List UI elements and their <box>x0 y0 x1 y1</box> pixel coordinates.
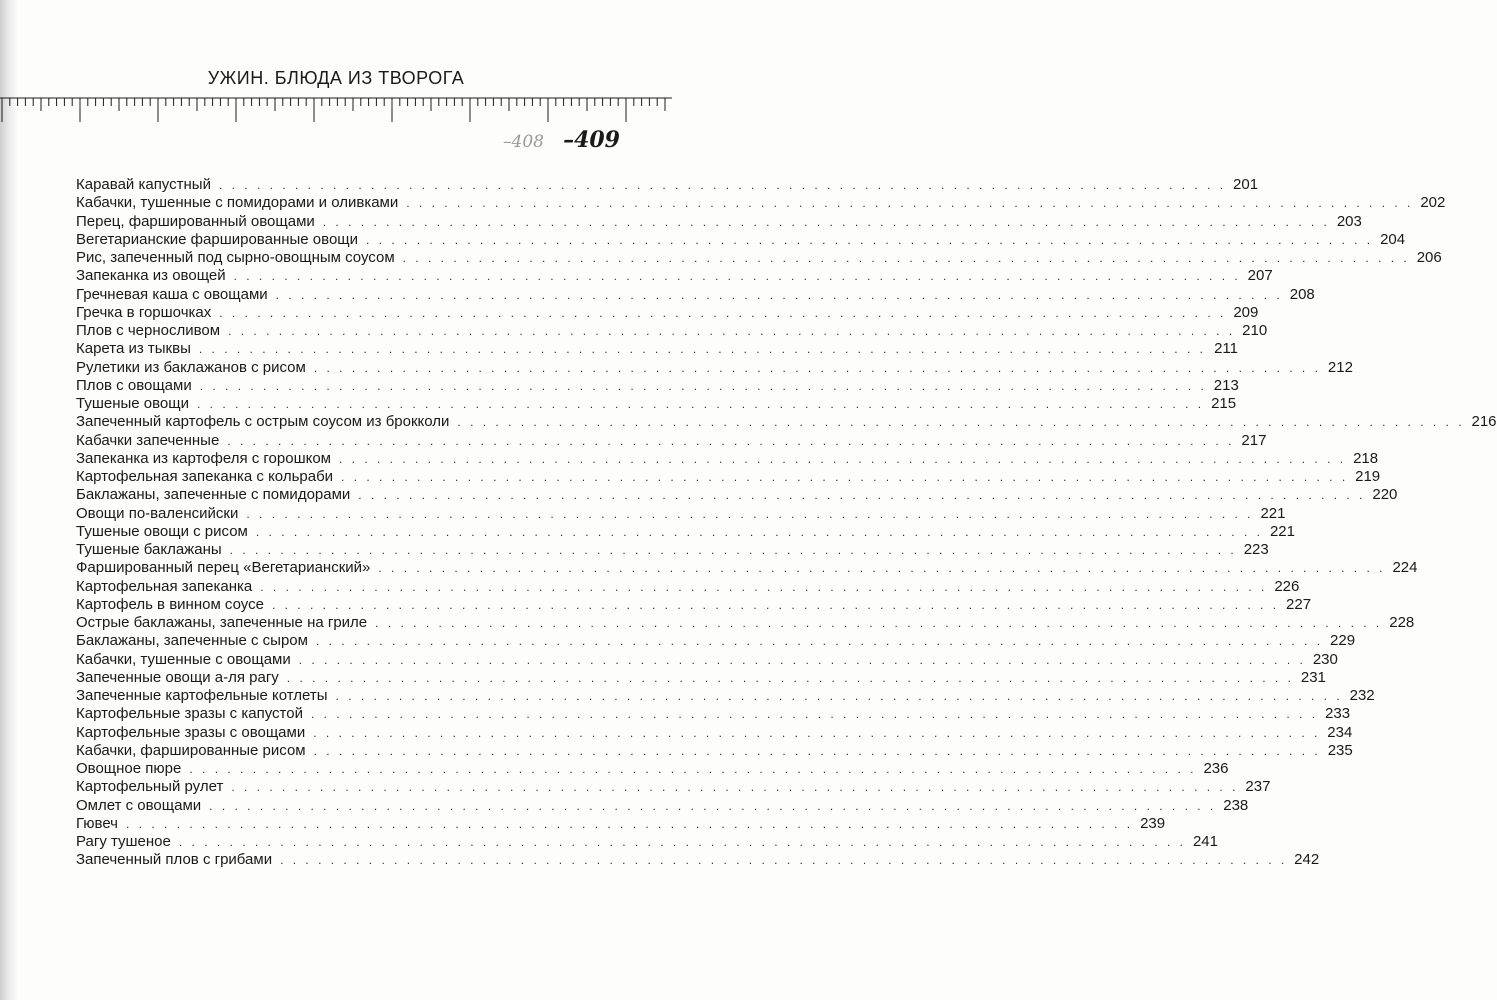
toc-entry-page-number: 201 <box>1233 176 1259 193</box>
previous-page-number: –408 <box>503 132 544 152</box>
toc-entry-page-number: 235 <box>1327 741 1353 759</box>
toc-entry <box>76 303 1259 322</box>
toc-entry-page-number: 202 <box>1420 194 1446 212</box>
toc-entry-title: Овощи по-валенсийски <box>76 504 239 522</box>
toc-dot-leader: . . . . . . . . . . . . . . . . . . . . . . . . . . . . . . . . . . . . . . . . . . . . . . . . . . . . . . . . . . . . . . . . . . . . . . . . . . . . . . . . <box>457 415 1465 430</box>
toc-entry-title: Запеченные картофельные котлеты <box>76 687 328 704</box>
toc-entry-page-number: 218 <box>1353 449 1379 467</box>
toc-entry <box>76 322 1268 340</box>
current-page-number: –409 <box>563 127 620 153</box>
toc-dot-leader: . . . . . . . . . . . . . . . . . . . . . . . . . . . . . . . . . . . . . . . . . . . . . . . . . . . . . . . . . . . . . . . . . . . . . . . . . . . . . . . . <box>271 597 1280 612</box>
toc-entry-page-number: 219 <box>1355 468 1381 485</box>
toc-entry-page-number: 231 <box>1300 668 1326 686</box>
toc-entry-page-number: 223 <box>1243 541 1269 558</box>
toc-entry-page-number: 230 <box>1312 650 1338 668</box>
toc-dot-leader: . . . . . . . . . . . . . . . . . . . . . . . . . . . . . . . . . . . . . . . . . . . . . . . . . . . . . . . . . . . . . . . . . . . . . . . . . . . . . . . . <box>189 762 1197 776</box>
toc-dot-leader: . . . . . . . . . . . . . . . . . . . . . . . . . . . . . . . . . . . . . . . . . . . . . . . . . . . . . . . . . . . . . . . . . . . . . . . . . . . . . . . . <box>178 835 1186 849</box>
toc-entry <box>76 431 1267 450</box>
toc-dot-leader: . . . . . . . . . . . . . . . . . . . . . . . . . . . . . . . . . . . . . . . . . . . . . . . . . . . . . . . . . . . . . . . . . . . . . . . . . . . . . . . . <box>378 561 1386 576</box>
toc-entry-page-number: 227 <box>1286 595 1312 613</box>
toc-dot-leader: . . . . . . . . . . . . . . . . . . . . . . . . . . . . . . . . . . . . . . . . . . . . . . . . . . . . . . . . . . . . . . . . . . . . . . . . . . . . . . . . <box>341 470 1349 484</box>
toc-entry-page-number: 215 <box>1211 395 1237 412</box>
toc-entry-title: Рулетики из баклажанов с рисом <box>76 358 306 376</box>
toc-dot-leader: . . . . . . . . . . . . . . . . . . . . . . . . . . . . . . . . . . . . . . . . . . . . . . . . . . . . . . . . . . . . . . . . . . . . . . . . . . . . . . . . <box>196 397 1205 411</box>
toc-dot-leader: . . . . . . . . . . . . . . . . . . . . . . . . . . . . . . . . . . . . . . . . . . . . . . . . . . . . . . . . . . . . . . . . . . . . . . . . . . . . . . . . <box>298 652 1306 667</box>
toc-entry-page-number: 206 <box>1416 249 1442 266</box>
toc-entry-title: Фаршированный перец «Вегетарианский» <box>76 559 371 577</box>
toc-dot-leader: . . . . . . . . . . . . . . . . . . . . . . . . . . . . . . . . . . . . . . . . . . . . . . . . . . . . . . . . . . . . . . . . . . . . . . . . . . . . . . . . <box>246 506 1254 521</box>
toc-entry-page-number: 237 <box>1245 778 1271 796</box>
toc-dot-leader: . . . . . . . . . . . . . . . . . . . . . . . . . . . . . . . . . . . . . . . . . . . . . . . . . . . . . . . . . . . . . . . . . . . . . . . . . . . . . . . . <box>313 360 1321 375</box>
toc-entry-page-number: 221 <box>1260 504 1286 522</box>
toc-entry <box>76 413 1497 431</box>
toc-dot-leader: . . . . . . . . . . . . . . . . . . . . . . . . . . . . . . . . . . . . . . . . . . . . . . . . . . . . . . . . . . . . . . . . . . . . . . . . . . . . . . . . <box>209 798 1217 813</box>
toc-entry <box>76 376 1239 395</box>
toc-entry-title: Запеканка из картофеля с горошком <box>76 449 331 467</box>
toc-entry-page-number: 211 <box>1214 340 1238 358</box>
toc-entry-page-number: 210 <box>1242 322 1268 339</box>
toc-entry-page-number: 232 <box>1349 687 1375 704</box>
toc-dot-leader: . . . . . . . . . . . . . . . . . . . . . . . . . . . . . . . . . . . . . . . . . . . . . . . . . . . . . . . . . . . . . . . . . . . . . . . . . . . . . . . . <box>199 378 1207 393</box>
toc-entry-page-number: 208 <box>1289 285 1315 303</box>
toc-entry-title: Овощное пюре <box>76 760 182 777</box>
toc-dot-leader: . . . . . . . . . . . . . . . . . . . . . . . . . . . . . . . . . . . . . . . . . . . . . . . . . . . . . . . . . . . . . . . . . . . . . . . . . . . . . . . . <box>275 287 1283 302</box>
toc-dot-leader: . . . . . . . . . . . . . . . . . . . . . . . . . . . . . . . . . . . . . . . . . . . . . . . . . . . . . . . . . . . . . . . . . . . . . . . . . . . . . . . . <box>126 816 1134 831</box>
toc-entry-page-number: 226 <box>1274 577 1300 595</box>
toc-entry-title: Омлет с овощами <box>76 796 202 814</box>
toc-entry-page-number: 204 <box>1380 230 1406 248</box>
toc-entry-page-number: 224 <box>1392 559 1418 577</box>
toc-entry <box>76 285 1315 304</box>
toc-entry-page-number: 238 <box>1223 796 1249 814</box>
toc-dot-leader: . . . . . . . . . . . . . . . . . . . . . . . . . . . . . . . . . . . . . . . . . . . . . . . . . . . . . . . . . . . . . . . . . . . . . . . . . . . . . . . . <box>402 251 1410 265</box>
toc-entry-title: Запеченные овощи а-ля рагу <box>76 668 279 686</box>
toc-entry <box>76 449 1379 468</box>
toc-entry <box>76 668 1326 687</box>
toc-dot-leader: . . . . . . . . . . . . . . . . . . . . . . . . . . . . . . . . . . . . . . . . . . . . . . . . . . . . . . . . . . . . . . . . . . . . . . . . . . . . . . . . <box>233 269 1241 284</box>
toc-entry <box>76 632 1356 650</box>
toc-entry-title: Кабачки запеченные <box>76 431 220 449</box>
toc-entry-title: Картофельная запеканка с кольраби <box>76 468 334 485</box>
toc-entry-page-number: 241 <box>1192 833 1218 850</box>
toc-entry <box>76 176 1259 194</box>
toc-entry-title: Перец, фаршированный овощами <box>76 212 315 230</box>
toc-entry-title: Гювеч <box>76 814 118 832</box>
toc-entry <box>76 358 1353 377</box>
toc-dot-leader: . . . . . . . . . . . . . . . . . . . . . . . . . . . . . . . . . . . . . . . . . . . . . . . . . . . . . . . . . . . . . . . . . . . . . . . . . . . . . . . . <box>313 743 1321 758</box>
toc-entry <box>76 468 1381 486</box>
toc-entry-title: Баклажаны, запеченные с сыром <box>76 632 308 650</box>
toc-dot-leader: . . . . . . . . . . . . . . . . . . . . . . . . . . . . . . . . . . . . . . . . . . . . . . . . . . . . . . . . . . . . . . . . . . . . . . . . . . . . . . . . <box>260 579 1268 594</box>
toc-entry <box>76 522 1295 541</box>
toc-dot-leader: . . . . . . . . . . . . . . . . . . . . . . . . . . . . . . . . . . . . . . . . . . . . . . . . . . . . . . . . . . . . . . . . . . . . . . . . . . . . . . . . <box>218 178 1227 192</box>
toc-dot-leader: . . . . . . . . . . . . . . . . . . . . . . . . . . . . . . . . . . . . . . . . . . . . . . . . . . . . . . . . . . . . . . . . . . . . . . . . . . . . . . . . <box>339 451 1347 466</box>
toc-entry <box>76 778 1271 796</box>
toc-entry-title: Рагу тушеное <box>76 833 171 850</box>
toc-entry <box>76 650 1338 669</box>
toc-entry <box>76 705 1351 723</box>
toc-entry-title: Плов с овощами <box>76 376 192 394</box>
toc-entry-title: Гречка в горшочках <box>76 303 212 321</box>
toc-entry-page-number: 229 <box>1330 632 1356 650</box>
toc-entry-page-number: 234 <box>1327 723 1353 741</box>
toc-entry-title: Картофельные зразы с овощами <box>76 723 306 741</box>
toc-entry <box>76 559 1418 577</box>
toc-entry <box>76 541 1269 559</box>
toc-entry-title: Запеченный плов с грибами <box>76 851 273 869</box>
toc-entry-title: Картофельный рулет <box>76 778 224 796</box>
toc-entry-page-number: 239 <box>1140 814 1166 832</box>
toc-entry-page-number: 209 <box>1233 303 1259 321</box>
toc-entry-page-number: 236 <box>1203 760 1229 777</box>
toc-dot-leader: . . . . . . . . . . . . . . . . . . . . . . . . . . . . . . . . . . . . . . . . . . . . . . . . . . . . . . . . . . . . . . . . . . . . . . . . . . . . . . . . <box>228 324 1236 338</box>
toc-entry-page-number: 221 <box>1269 522 1295 540</box>
toc-entry-title: Плов с черносливом <box>76 322 221 339</box>
toc-entry-page-number: 203 <box>1336 212 1362 230</box>
toc-dot-leader: . . . . . . . . . . . . . . . . . . . . . . . . . . . . . . . . . . . . . . . . . . . . . . . . . . . . . . . . . . . . . . . . . . . . . . . . . . . . . . . . <box>322 214 1330 229</box>
toc-entry-title: Вегетарианские фаршированные овощи <box>76 230 359 248</box>
toc-entry <box>76 614 1415 632</box>
page-spine-shadow <box>0 0 18 1000</box>
toc-entry-title: Картофельные зразы с капустой <box>76 705 303 723</box>
page-number-block <box>503 127 620 153</box>
toc-entry <box>76 504 1286 523</box>
toc-entry-title: Картофель в винном соусе <box>76 595 264 613</box>
toc-entry-page-number: 212 <box>1327 358 1353 376</box>
toc-entry-title: Кабачки, фаршированные рисом <box>76 741 306 759</box>
toc-entry-title: Кабачки, тушенные с овощами <box>76 650 291 668</box>
toc-entry <box>76 395 1237 413</box>
toc-entry <box>76 760 1229 778</box>
toc-entry <box>76 723 1353 742</box>
toc-dot-leader: . . . . . . . . . . . . . . . . . . . . . . . . . . . . . . . . . . . . . . . . . . . . . . . . . . . . . . . . . . . . . . . . . . . . . . . . . . . . . . . . <box>335 689 1343 703</box>
toc-entry <box>76 267 1273 285</box>
toc-entry-title: Тушеные овощи с рисом <box>76 522 248 540</box>
toc-entry <box>76 486 1398 504</box>
toc-entry-title: Каравай капустный <box>76 176 211 193</box>
toc-entry <box>76 833 1218 851</box>
toc-dot-leader: . . . . . . . . . . . . . . . . . . . . . . . . . . . . . . . . . . . . . . . . . . . . . . . . . . . . . . . . . . . . . . . . . . . . . . . . . . . . . . . . <box>219 305 1227 320</box>
toc-entry-title: Тушеные баклажаны <box>76 541 222 558</box>
toc-entry-page-number: 233 <box>1325 705 1351 723</box>
toc-entry-title: Картофельная запеканка <box>76 577 253 595</box>
toc-dot-leader: . . . . . . . . . . . . . . . . . . . . . . . . . . . . . . . . . . . . . . . . . . . . . . . . . . . . . . . . . . . . . . . . . . . . . . . . . . . . . . . . <box>310 707 1319 722</box>
toc-entry-title: Острые баклажаны, запеченные на гриле <box>76 614 368 631</box>
toc-dot-leader: . . . . . . . . . . . . . . . . . . . . . . . . . . . . . . . . . . . . . . . . . . . . . . . . . . . . . . . . . . . . . . . . . . . . . . . . . . . . . . . . <box>366 232 1374 247</box>
toc-entry <box>76 230 1406 249</box>
running-header-title: УЖИН. БЛЮДА ИЗ ТВОРОГА <box>207 68 465 88</box>
toc-dot-leader: . . . . . . . . . . . . . . . . . . . . . . . . . . . . . . . . . . . . . . . . . . . . . . . . . . . . . . . . . . . . . . . . . . . . . . . . . . . . . . . . <box>280 853 1288 868</box>
toc-entry <box>76 741 1353 760</box>
toc-dot-leader: . . . . . . . . . . . . . . . . . . . . . . . . . . . . . . . . . . . . . . . . . . . . . . . . . . . . . . . . . . . . . . . . . . . . . . . . . . . . . . . . <box>313 725 1321 740</box>
toc-dot-leader: . . . . . . . . . . . . . . . . . . . . . . . . . . . . . . . . . . . . . . . . . . . . . . . . . . . . . . . . . . . . . . . . . . . . . . . . . . . . . . . . <box>315 634 1324 649</box>
toc-dot-leader: . . . . . . . . . . . . . . . . . . . . . . . . . . . . . . . . . . . . . . . . . . . . . . . . . . . . . . . . . . . . . . . . . . . . . . . . . . . . . . . . <box>198 342 1206 357</box>
toc-dot-leader: . . . . . . . . . . . . . . . . . . . . . . . . . . . . . . . . . . . . . . . . . . . . . . . . . . . . . . . . . . . . . . . . . . . . . . . . . . . . . . . . <box>227 433 1235 448</box>
toc-entry <box>76 577 1300 596</box>
toc-entry-title: Баклажаны, запеченные с помидорами <box>76 486 351 504</box>
toc-entry <box>76 194 1446 212</box>
toc-entry <box>76 851 1320 869</box>
toc-entry-page-number: 216 <box>1471 413 1497 431</box>
toc-entry <box>76 249 1442 267</box>
toc-entry <box>76 595 1312 614</box>
toc-entry-page-number: 228 <box>1389 614 1415 631</box>
toc-entry-title: Рис, запеченный под сырно-овощным соусом <box>76 249 395 266</box>
toc-entry-page-number: 220 <box>1372 486 1398 504</box>
toc-entry <box>76 796 1249 815</box>
toc-entry-page-number: 207 <box>1247 267 1273 285</box>
toc-dot-leader: . . . . . . . . . . . . . . . . . . . . . . . . . . . . . . . . . . . . . . . . . . . . . . . . . . . . . . . . . . . . . . . . . . . . . . . . . . . . . . . . <box>286 670 1294 685</box>
toc-dot-leader: . . . . . . . . . . . . . . . . . . . . . . . . . . . . . . . . . . . . . . . . . . . . . . . . . . . . . . . . . . . . . . . . . . . . . . . . . . . . . . . . <box>231 780 1239 795</box>
toc-dot-leader: . . . . . . . . . . . . . . . . . . . . . . . . . . . . . . . . . . . . . . . . . . . . . . . . . . . . . . . . . . . . . . . . . . . . . . . . . . . . . . . . <box>406 196 1414 211</box>
toc-dot-leader: . . . . . . . . . . . . . . . . . . . . . . . . . . . . . . . . . . . . . . . . . . . . . . . . . . . . . . . . . . . . . . . . . . . . . . . . . . . . . . . . <box>229 543 1237 557</box>
toc-entry-title: Кабачки, тушенные с помидорами и оливками <box>76 194 399 212</box>
toc-entry <box>76 212 1362 231</box>
toc-entry <box>76 687 1375 705</box>
toc-dot-leader: . . . . . . . . . . . . . . . . . . . . . . . . . . . . . . . . . . . . . . . . . . . . . . . . . . . . . . . . . . . . . . . . . . . . . . . . . . . . . . . . <box>358 488 1366 503</box>
toc-entry-title: Тушеные овощи <box>76 395 189 412</box>
toc-entry-title: Гречневая каша с овощами <box>76 285 268 303</box>
toc-entry-page-number: 217 <box>1241 431 1267 449</box>
toc-dot-leader: . . . . . . . . . . . . . . . . . . . . . . . . . . . . . . . . . . . . . . . . . . . . . . . . . . . . . . . . . . . . . . . . . . . . . . . . . . . . . . . . <box>255 524 1263 539</box>
toc-dot-leader: . . . . . . . . . . . . . . . . . . . . . . . . . . . . . . . . . . . . . . . . . . . . . . . . . . . . . . . . . . . . . . . . . . . . . . . . . . . . . . . . <box>375 616 1383 630</box>
toc-entry <box>76 814 1166 833</box>
toc-entry-title: Запеченный картофель с острым соусом из брокколи <box>76 413 450 431</box>
toc-entry <box>76 340 1238 358</box>
decorative-ruler <box>0 94 672 124</box>
table-of-contents <box>76 176 1497 870</box>
toc-entry-page-number: 213 <box>1213 376 1239 394</box>
toc-entry-title: Запеканка из овощей <box>76 267 226 285</box>
toc-entry-page-number: 242 <box>1294 851 1320 869</box>
toc-entry-title: Карета из тыквы <box>76 340 191 358</box>
